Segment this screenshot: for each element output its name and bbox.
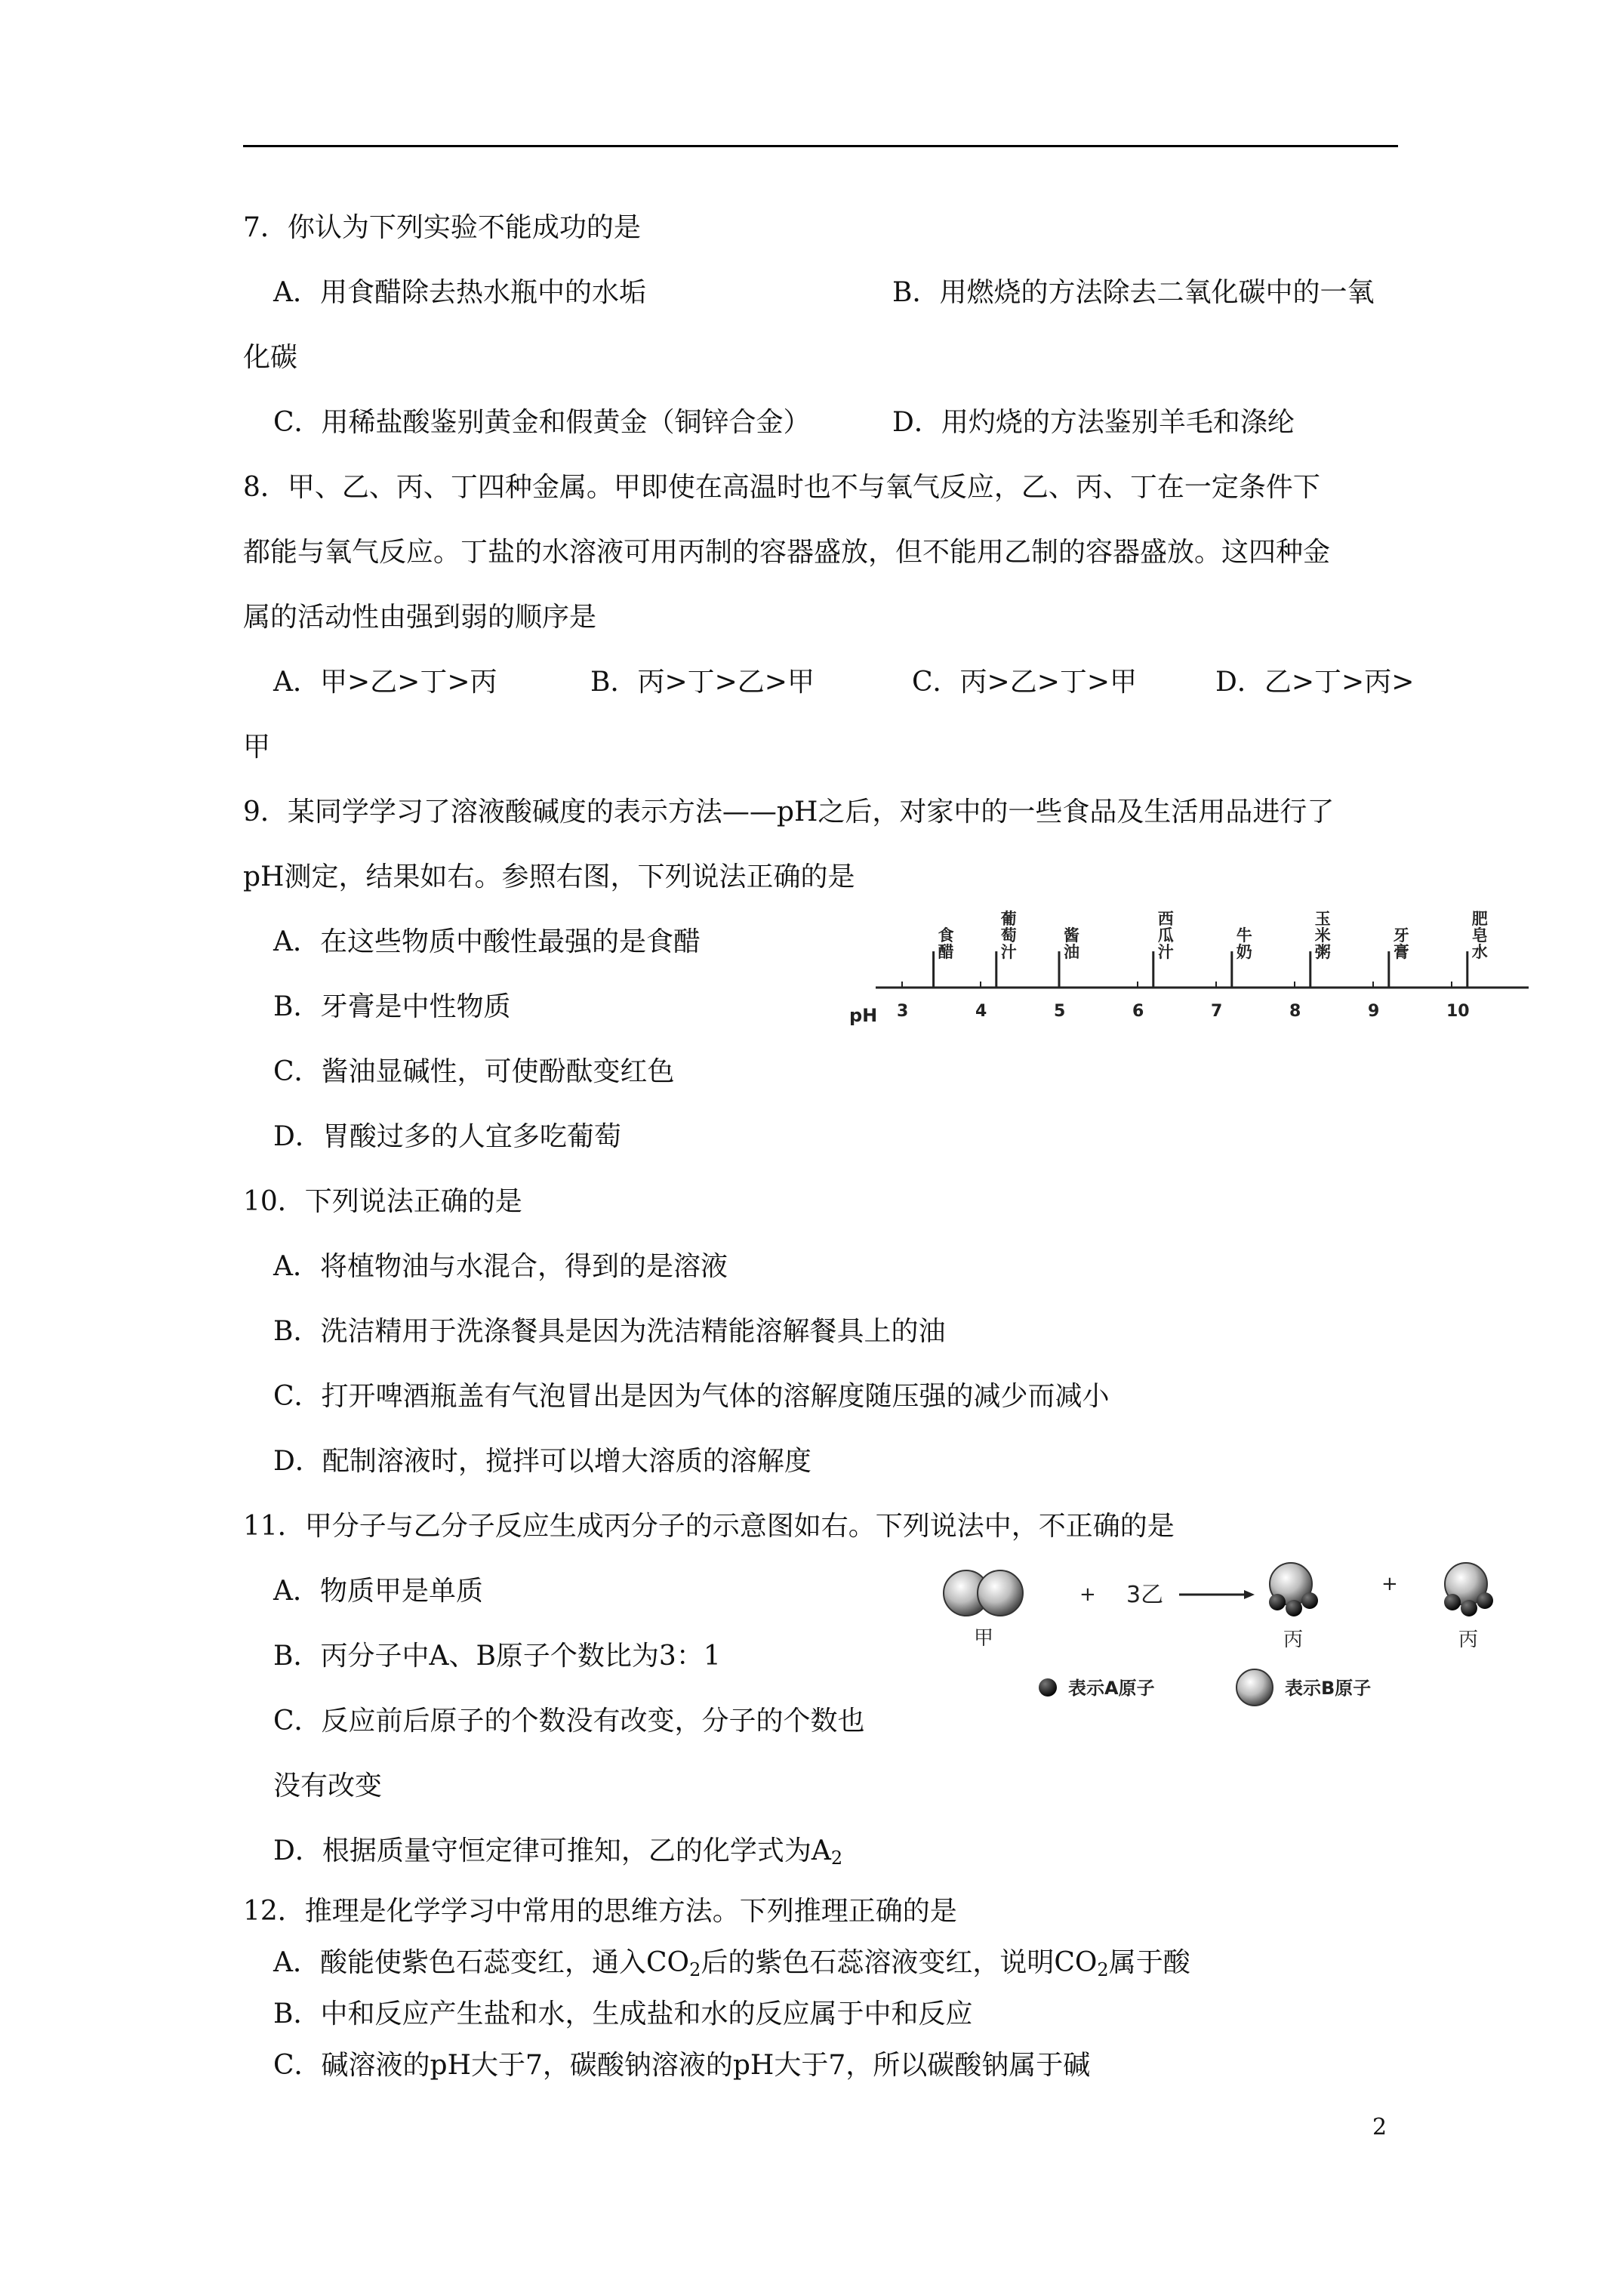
label-bing-1: 丙 <box>1283 1629 1304 1651</box>
q8-stem-line2: 都能与氧气反应。丁盐的水溶液可用丙制的容器盛放，但不能用乙制的容器盛放。这四种金 <box>243 537 1331 568</box>
page-number: 2 <box>1372 2114 1387 2140</box>
legend-atom-a <box>1039 1678 1057 1697</box>
q12-option-a-sub1: 2 <box>689 1959 701 1980</box>
q11-option-c-cont: 没有改变 <box>273 1771 383 1801</box>
q12-option-c: C．碱溶液的pH大于7，碳酸钠溶液的pH大于7，所以碳酸钠属于碱 <box>273 2050 1091 2081</box>
ph-item-label-char: 牙 <box>1393 926 1409 945</box>
molecule-bing-1 <box>1269 1563 1318 1616</box>
q8-option-a: A．甲>乙>丁>丙 <box>273 667 497 698</box>
label-bing-2: 丙 <box>1458 1629 1479 1651</box>
reaction-arrow <box>1179 1590 1255 1599</box>
ph-item-label-char: 醋 <box>938 943 954 961</box>
header-rule <box>243 145 1398 147</box>
ph-scale-figure <box>849 910 1529 1031</box>
label-jia: 甲 <box>974 1627 994 1650</box>
ph-item-label-char: 膏 <box>1393 943 1409 961</box>
q9-option-d: D．胃酸过多的人宜多吃葡萄 <box>273 1121 621 1152</box>
ph-item-label-char: 汁 <box>1000 943 1017 961</box>
q11-option-b: B．丙分子中A、B原子个数比为3：1 <box>273 1641 721 1672</box>
ph-item-label-char: 汁 <box>1157 943 1174 961</box>
ph-tick-label: 3 <box>897 1002 909 1021</box>
ph-tick-label: 9 <box>1368 1002 1380 1021</box>
legend-b-text: 表示B原子 <box>1285 1678 1372 1699</box>
ph-tick-label: 4 <box>975 1002 987 1021</box>
q11-option-a: A．物质甲是单质 <box>273 1576 483 1607</box>
molecule-jia <box>944 1570 1023 1616</box>
q11-option-d <box>273 1835 842 1875</box>
ph-item-label-char: 玉 <box>1314 910 1331 928</box>
q7-option-a: A．用食醋除去热水瓶中的水垢 <box>273 277 646 308</box>
q7-option-c: C．用稀盐酸鉴别黄金和假黄金（铜锌合金） <box>273 407 811 438</box>
q9-stem-line1: 9．某同学学习了溶液酸碱度的表示方法——pH之后，对家中的一些食品及生活用品进行了 <box>243 797 1335 827</box>
coefficient-yi: 3乙 <box>1126 1582 1164 1608</box>
q10-option-d: D．配制溶液时，搅拌可以增大溶质的溶解度 <box>273 1446 812 1477</box>
q12-option-a <box>273 1946 1190 1986</box>
ph-item-label-char: 瓜 <box>1157 926 1174 945</box>
q8-option-c: C．丙>乙>丁>甲 <box>912 667 1138 698</box>
ph-item-label-char: 粥 <box>1314 943 1331 961</box>
plus-sign-1: + <box>1079 1583 1096 1606</box>
q7-option-b: B．用燃烧的方法除去二氧化碳中的一氧 <box>892 277 1375 308</box>
q7-option-b-cont: 化碳 <box>243 342 298 373</box>
q10-option-b: B．洗洁精用于洗涤餐具是因为洗洁精能溶解餐具上的油 <box>273 1316 946 1347</box>
q10-option-c: C．打开啤酒瓶盖有气泡冒出是因为气体的溶解度随压强的减少而减小 <box>273 1381 1110 1412</box>
q9-option-b: B．牙膏是中性物质 <box>273 991 511 1022</box>
q9-option-c: C．酱油显碱性，可使酚酞变红色 <box>273 1056 675 1087</box>
q8-option-d: D．乙>丁>丙> <box>1215 667 1415 698</box>
q9-option-a: A．在这些物质中酸性最强的是食醋 <box>273 926 701 957</box>
q11-stem: 11．甲分子与乙分子反应生成丙分子的示意图如右。下列说法中，不正确的是 <box>243 1511 1175 1542</box>
ph-item-label-char: 食 <box>938 926 954 945</box>
ph-item-label-char: 酱 <box>1064 926 1079 945</box>
ph-item-label-char: 西 <box>1157 910 1174 928</box>
q12-stem: 12．推理是化学学习中常用的思维方法。下列推理正确的是 <box>243 1896 957 1927</box>
molecule-bing-2 <box>1444 1563 1493 1616</box>
ph-tick-label: 6 <box>1132 1002 1144 1021</box>
q12-option-a-sub2: 2 <box>1097 1959 1109 1980</box>
ph-item-label-char: 牛 <box>1236 926 1252 945</box>
ph-tick-label: 8 <box>1289 1002 1301 1021</box>
ph-tick-label: 10 <box>1446 1002 1470 1021</box>
q8-stem-line1: 8．甲、乙、丙、丁四种金属。甲即使在高温时也不与氧气反应，乙、丙、丁在一定条件下 <box>243 472 1320 503</box>
ph-item-label-char: 葡 <box>1000 910 1017 928</box>
q9-stem-line2: pH测定，结果如右。参照右图，下列说法正确的是 <box>243 861 855 892</box>
q11-option-d-text: D．根据质量守恒定律可推知，乙的化学式为A <box>273 1835 831 1866</box>
ph-item-label-char: 肥 <box>1471 910 1488 928</box>
ph-item-label-char: 水 <box>1471 943 1488 961</box>
ph-item-label-char: 奶 <box>1236 943 1252 961</box>
q11-option-d-subscript: 2 <box>830 1848 843 1869</box>
ph-item-label-char: 油 <box>1064 943 1079 961</box>
legend-a-text: 表示A原子 <box>1068 1678 1155 1699</box>
ph-item-label-char: 米 <box>1314 926 1331 945</box>
q12-option-a-part3: 属于酸 <box>1108 1947 1190 1978</box>
q7-stem: 7．你认为下列实验不能成功的是 <box>243 212 641 243</box>
ph-axis-label: pH <box>849 1005 878 1026</box>
q8-stem-line3: 属的活动性由强到弱的顺序是 <box>243 602 597 633</box>
q12-option-b: B．中和反应产生盐和水，生成盐和水的反应属于中和反应 <box>273 1999 973 2029</box>
q10-option-a: A．将植物油与水混合，得到的是溶液 <box>273 1251 728 1282</box>
reaction-diagram <box>929 1540 1532 1714</box>
plus-sign-2: + <box>1381 1573 1398 1595</box>
q7-option-d: D．用灼烧的方法鉴别羊毛和涤纶 <box>892 407 1295 438</box>
q10-stem: 10．下列说法正确的是 <box>243 1186 522 1217</box>
ph-tick-label: 7 <box>1211 1002 1223 1021</box>
q12-option-a-part1: A．酸能使紫色石蕊变红，通入CO <box>273 1947 690 1978</box>
q8-option-d-cont: 甲 <box>243 732 271 763</box>
ph-tick-label: 5 <box>1054 1002 1066 1021</box>
q11-option-c: C．反应前后原子的个数没有改变，分子的个数也 <box>273 1706 865 1737</box>
ph-item-label-char: 萄 <box>1000 926 1017 945</box>
ph-item-label-char: 皂 <box>1471 926 1488 945</box>
q8-option-b: B．丙>丁>乙>甲 <box>590 667 815 698</box>
legend-atom-b <box>1236 1669 1273 1706</box>
q12-option-a-part2: 后的紫色石蕊溶液变红，说明CO <box>701 1947 1098 1978</box>
